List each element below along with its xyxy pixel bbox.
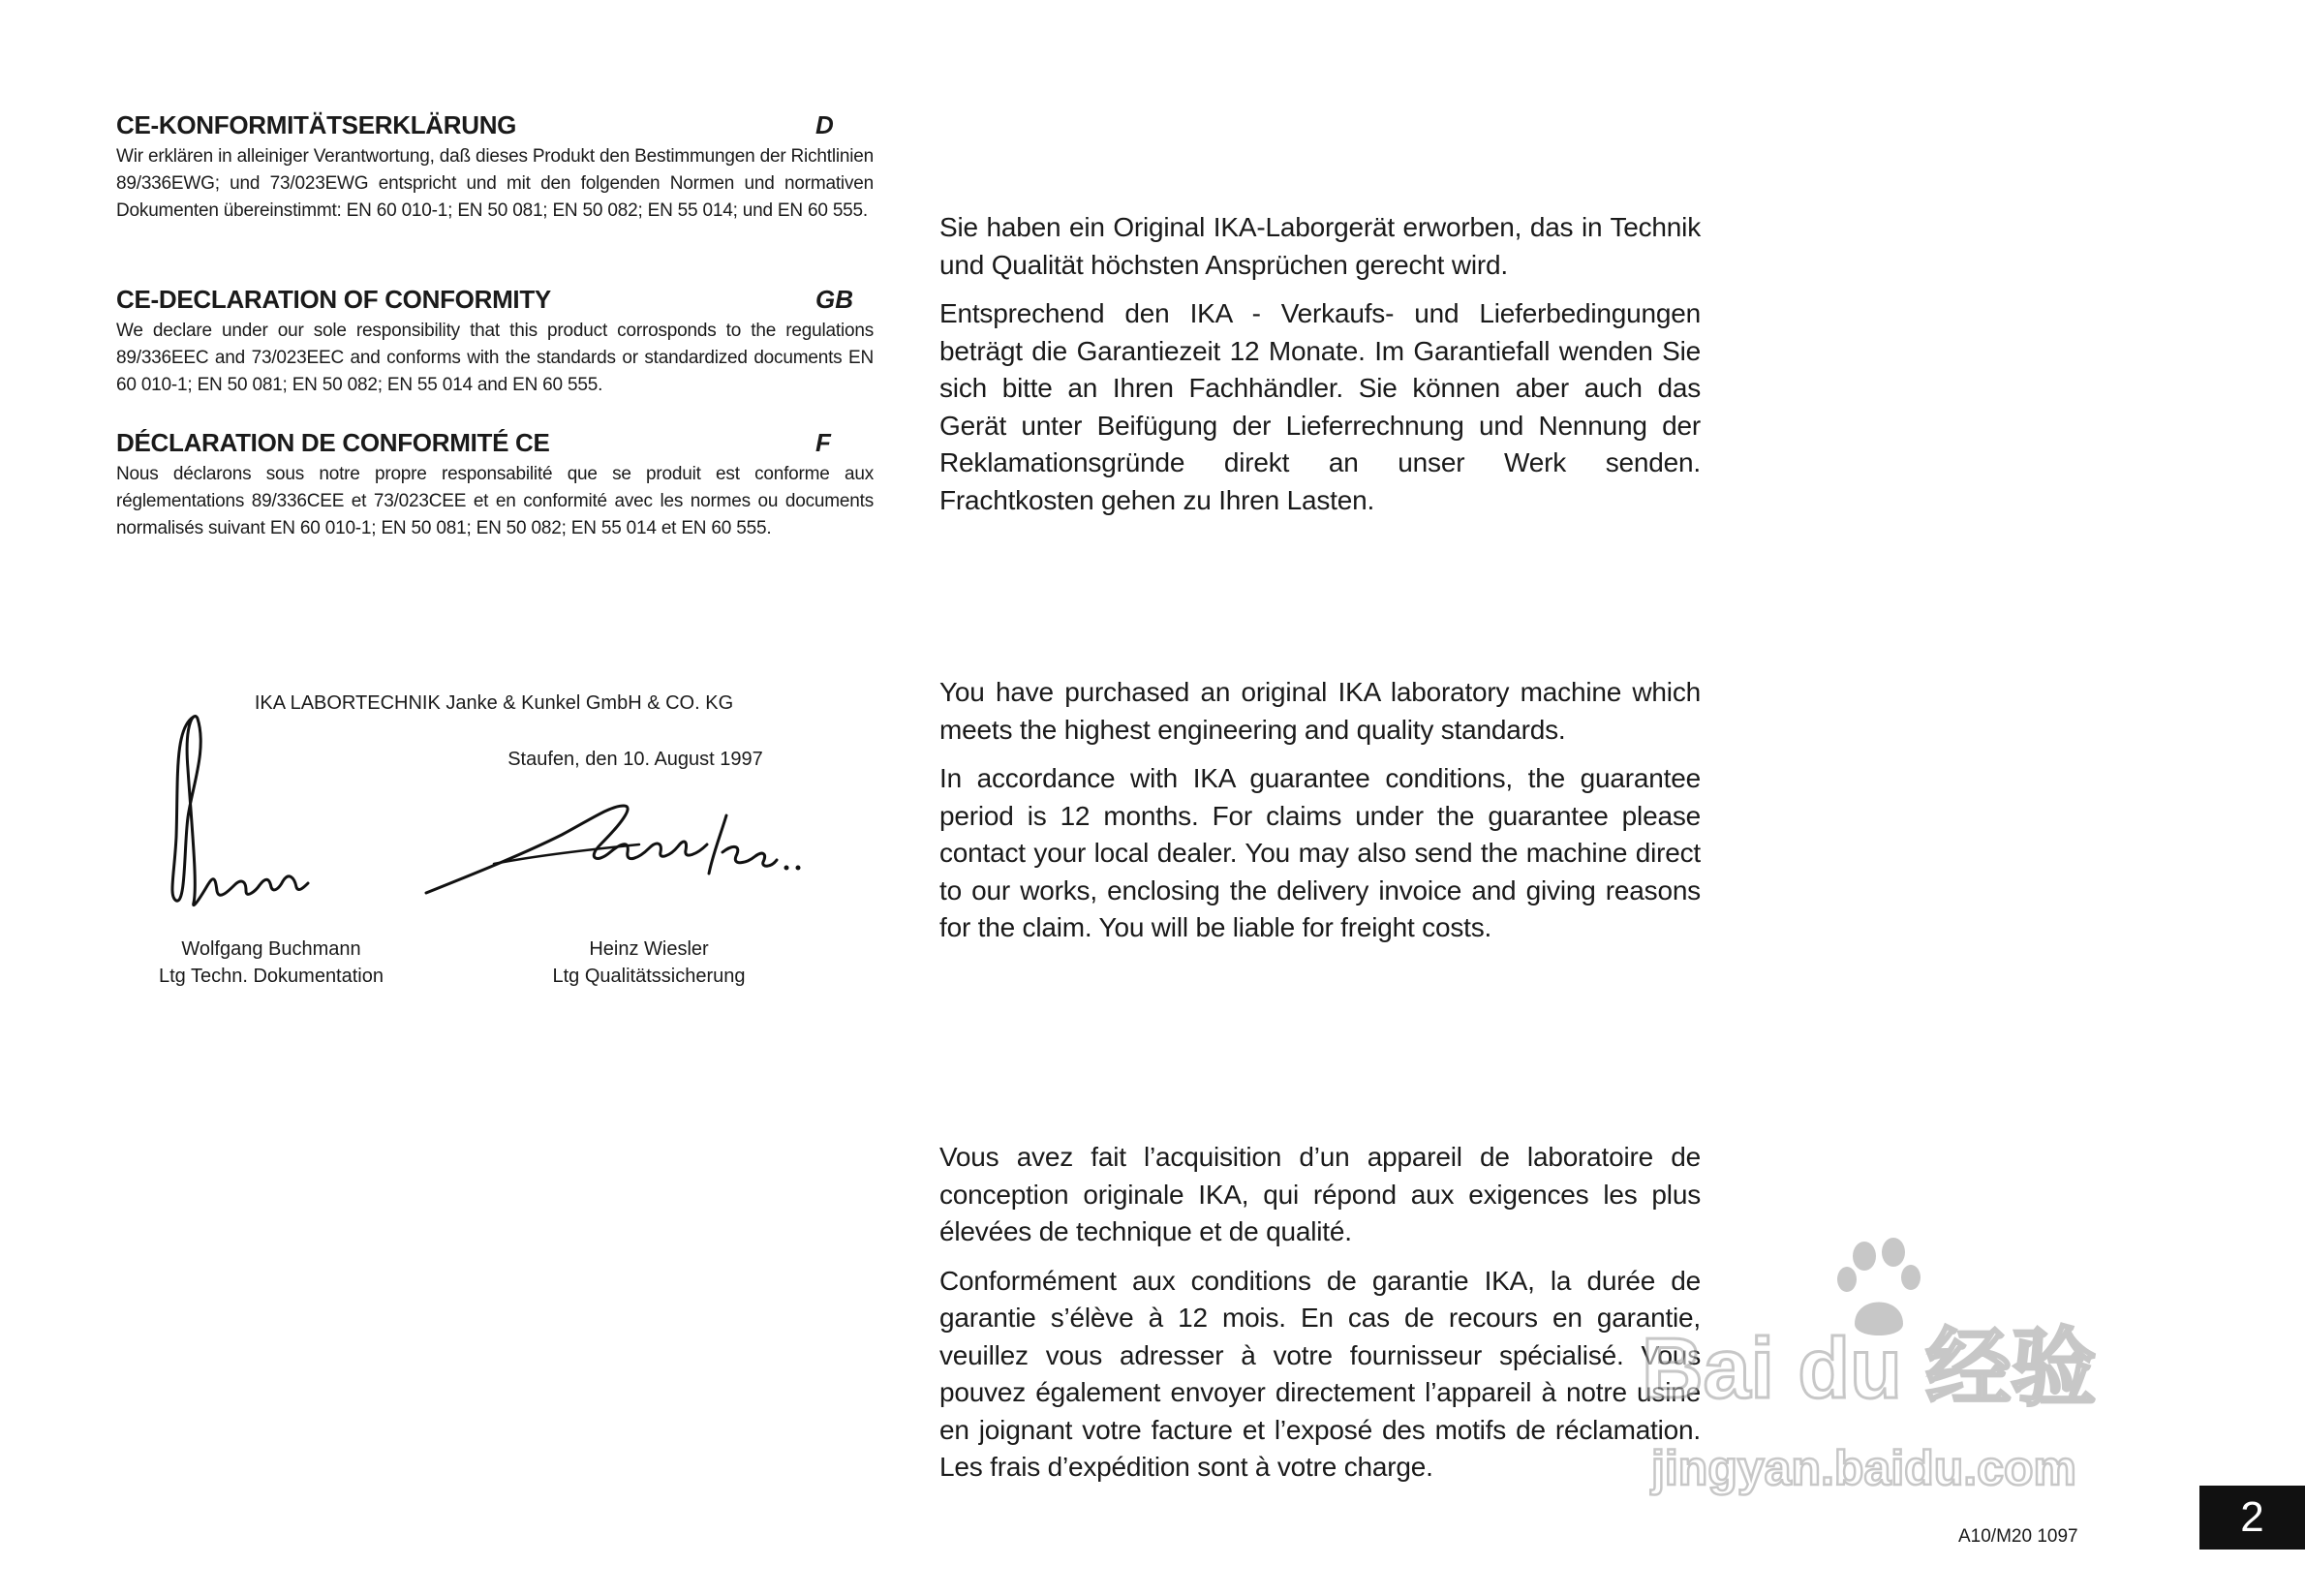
language-code: F <box>815 428 831 457</box>
document-code: A10/M20 1097 <box>1958 1526 2078 1547</box>
paragraph: Vous avez fait l’acquisition d’un appareil de laboratoire de conception originale IKA, qui répond aux exigences les plus élevées de technique et de qualité. <box>939 1142 1701 1246</box>
paragraph: You have purchased an original IKA laboratory machine which meets the highest engineering and quality standards. <box>939 677 1701 745</box>
paragraph: Conformément aux conditions de garantie IKA, la durée de garantie s’élève à 12 mois. En cas de recours en garantie, veuillez vous adresser à votre fournisseur spécialisé. Vous pouvez également envoyer directement l’appareil à notre usine en joignant votre facture et l’exposé des motifs de réclamation. Les frais d’expédition sont à votre charge. <box>939 1265 1701 1482</box>
signer1-name: Wolfgang Buchmann <box>181 938 361 960</box>
place-date: Staufen, den 10. August 1997 <box>507 749 763 770</box>
declaration-de <box>116 110 874 225</box>
baidu-watermark <box>1642 1235 2165 1506</box>
declaration-text: We declare under our sole responsibility that this product corrosponds to the regulations 89/336EEC and 73/023EEC and conforms with the standards or standardized documents EN 60 010-1; EN 50 081; EN 50 082; EN 55 014 and EN 60 555. <box>116 321 874 395</box>
signer1-role: Ltg Techn. Dokumentation <box>158 966 384 987</box>
signature-buchmann <box>163 711 337 914</box>
signer2-role: Ltg Qualitätssicherung <box>552 966 746 987</box>
declaration-title: CE-KONFORMITÄTSERKLÄRUNG <box>116 110 517 139</box>
declaration-f <box>116 428 874 542</box>
language-code: GB <box>815 285 853 314</box>
signer2-name: Heinz Wiesler <box>589 938 709 960</box>
watermark-brand: Bai du 经验 <box>1642 1320 2097 1416</box>
declaration-gb <box>116 285 874 399</box>
declaration-title: CE-DECLARATION OF CONFORMITY <box>116 285 551 314</box>
declaration-text: Nous déclarons sous notre propre responsabilité que se produit est conforme aux réglementations 89/336CEE et 73/023CEE et en conformité avec les normes ou documents normalisés suivant EN 60 010-1; EN 50 081; EN 50 082; EN 55 014 et EN 60 555. <box>116 464 874 538</box>
guarantee-de <box>939 209 1701 531</box>
page-number: 2 <box>2199 1486 2305 1550</box>
guarantee-en <box>939 674 1701 959</box>
declaration-title: DÉCLARATION DE CONFORMITÉ CE <box>116 428 550 457</box>
company-name: IKA LABORTECHNIK Janke & Kunkel GmbH & CO. KG <box>254 692 734 714</box>
guarantee-fr <box>939 1139 1701 1498</box>
declaration-text: Wir erklären in alleiniger Verantwortung, daß dieses Produkt den Bestimmungen der Richtlinien 89/336EWG; und 73/023EWG entspricht und mit den folgenden Normen und normativen Dokumenten übereinstimmt: EN 60 010-1; EN 50 081; EN 50 082; EN 55 014; und EN 60 555. <box>116 146 874 221</box>
paragraph: Sie haben ein Original IKA-Laborgerät erworben, das in Technik und Qualität höchsten Ansprüchen gerecht wird. <box>939 212 1701 280</box>
signature-wiesler <box>416 796 804 903</box>
watermark-url: jingyan.baidu.com <box>1651 1441 2076 1495</box>
paragraph: In accordance with IKA guarantee conditions, the guarantee period is 12 months. For claims under the guarantee please contact your local dealer. You may also send the machine direct to our works, enclosing the delivery invoice and giving reasons for the claim. You will be liable for freight costs. <box>939 763 1701 942</box>
paragraph: Entsprechend den IKA - Verkaufs- und Lieferbedingungen beträgt die Garantiezeit 12 Monate. Im Garantiefall wenden Sie sich bitte an Ihren Fachhändler. Sie können aber auch das Gerät unter Beifügung der Lieferrechnung und Nennung der Reklamationsgründe direkt an unser Werk senden. Frachtkosten gehen zu Ihren Lasten. <box>939 298 1701 515</box>
language-code: D <box>815 110 834 139</box>
